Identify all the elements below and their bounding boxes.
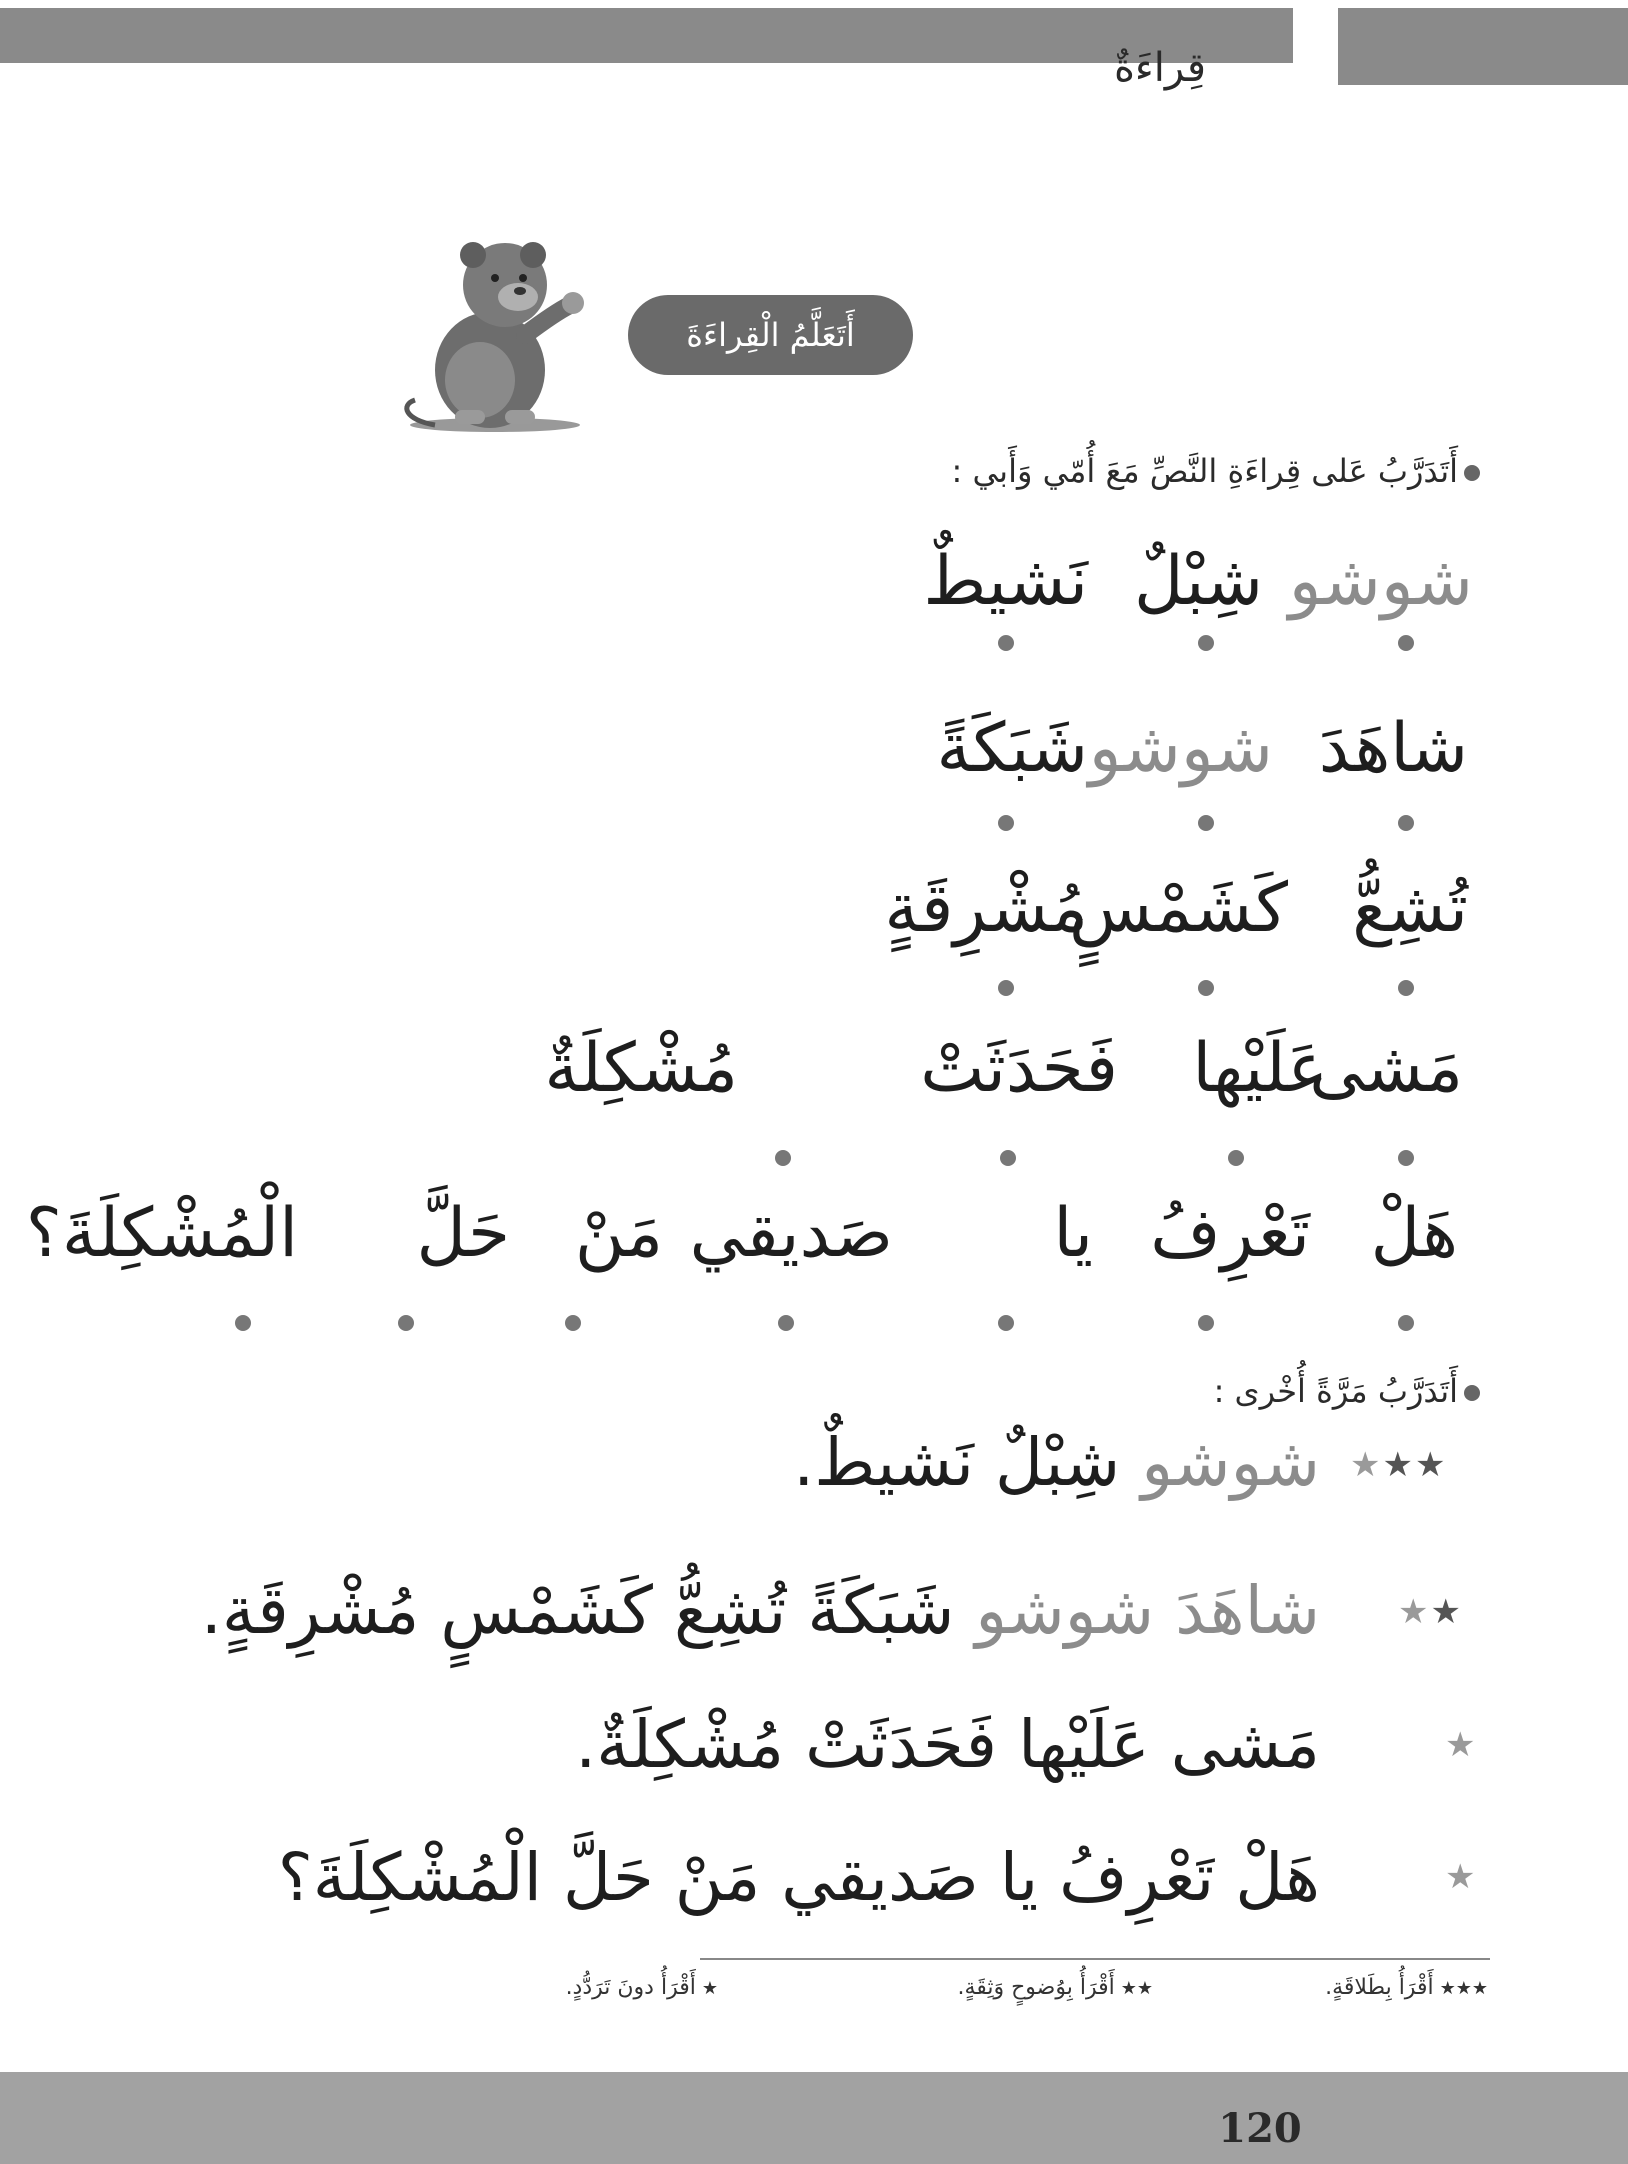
poem-word: الْمُشْكِلَةَ؟ — [25, 1194, 298, 1273]
word-dot — [1228, 1150, 1244, 1166]
word-dot — [1198, 980, 1214, 996]
poem-word: عَلَيْها — [1192, 1029, 1328, 1108]
practice-sentence: شوشو شِبْلٌ نَشيطٌ. — [793, 1424, 1320, 1501]
word-dot — [998, 1315, 1014, 1331]
header-bar-tab — [1338, 8, 1628, 85]
poem-word: تَعْرِفُ — [1150, 1194, 1310, 1273]
poem-word: شَبَكَةً — [936, 709, 1088, 788]
word-dot — [998, 635, 1014, 651]
rating-stars-3: ★★★ — [1350, 1445, 1448, 1485]
legend-clarity: ★★أَقْرَأُ بِوُضوحٍ وَثِقَةٍ. — [957, 1975, 1153, 2000]
legend-no-hesitation: ★أَقْرَأُ دونَ تَرَدُّدٍ. — [565, 1975, 718, 2000]
legend-fluency: ★★★أَقْرَأُ بِطَلاقَةٍ. — [1325, 1975, 1488, 2000]
bullet-dot — [1464, 465, 1480, 481]
poem-word: هَلْ — [1370, 1194, 1458, 1273]
word-dot — [775, 1150, 791, 1166]
page-number: 120 — [1218, 2105, 1302, 2152]
word-dot — [998, 980, 1014, 996]
rating-stars-2: ★★ — [1398, 1592, 1463, 1632]
poem-word: شوشو — [1288, 542, 1473, 621]
poem-word: صَديقي — [689, 1194, 893, 1273]
section-title-pill: أَتَعَلَّمُ الْقِراءَةَ — [628, 295, 913, 375]
poem-word: شوشو — [1088, 709, 1273, 788]
footer-bar — [0, 2072, 1628, 2164]
word-dot — [398, 1315, 414, 1331]
poem-word: شاهَدَ — [1318, 709, 1468, 788]
star-icon: ★★★ — [1439, 1978, 1488, 1999]
lion-cub-illustration — [395, 230, 595, 440]
word-dot — [1198, 635, 1214, 651]
word-dot — [1198, 1315, 1214, 1331]
word-dot — [1398, 635, 1414, 651]
practice-sentence: هَلْ تَعْرِفُ يا صَديقي مَنْ حَلَّ الْمُشْكِلَةَ؟ — [277, 1839, 1320, 1916]
poem-word: شِبْلٌ — [1134, 542, 1263, 621]
legend-divider — [700, 1958, 1490, 1960]
practice-sentence: مَشى عَلَيْها فَحَدَثَتْ مُشْكِلَةٌ. — [575, 1706, 1320, 1783]
page-header-title: قِراءَةٌ — [1113, 45, 1207, 91]
poem-word: تُشِعُّ — [1352, 869, 1468, 948]
poem-word: مَنْ — [574, 1194, 663, 1273]
rating-stars-1: ★ — [1445, 1725, 1478, 1765]
poem-word: نَشيطٌ — [923, 542, 1088, 621]
word-dot — [778, 1315, 794, 1331]
word-dot — [1398, 1315, 1414, 1331]
practice-sentence: شاهَدَ شوشو شَبَكَةً تُشِعُّ كَشَمْسٍ مُشْرِقَةٍ. — [200, 1572, 1320, 1649]
instruction-practice-again: أَتَدَرَّبُ مَرَّةً أُخْرى : — [1214, 1372, 1480, 1410]
poem-word: فَحَدَثَتْ — [920, 1029, 1118, 1108]
poem-word: مُشْكِلَةٌ — [544, 1029, 738, 1108]
poem-word: مَشى — [1309, 1029, 1463, 1108]
poem-word: كَشَمْسٍ — [1068, 869, 1288, 948]
star-icon: ★★ — [1120, 1978, 1153, 1999]
word-dot — [998, 815, 1014, 831]
word-dot — [1398, 980, 1414, 996]
star-icon: ★ — [701, 1978, 718, 1999]
word-dot — [1398, 1150, 1414, 1166]
poem-word: يا — [1053, 1194, 1093, 1273]
bullet-dot — [1464, 1385, 1480, 1401]
rating-stars-1: ★ — [1445, 1857, 1478, 1897]
word-dot — [1398, 815, 1414, 831]
poem-word: مُشْرِقَةٍ — [884, 869, 1088, 948]
word-dot — [565, 1315, 581, 1331]
poem-word: حَلَّ — [416, 1194, 510, 1273]
instruction-practice-with-parents: أَتَدَرَّبُ عَلى قِراءَةِ النَّصِّ مَعَ أُمّي وَأَبي : — [952, 452, 1480, 490]
word-dot — [235, 1315, 251, 1331]
word-dot — [1000, 1150, 1016, 1166]
word-dot — [1198, 815, 1214, 831]
